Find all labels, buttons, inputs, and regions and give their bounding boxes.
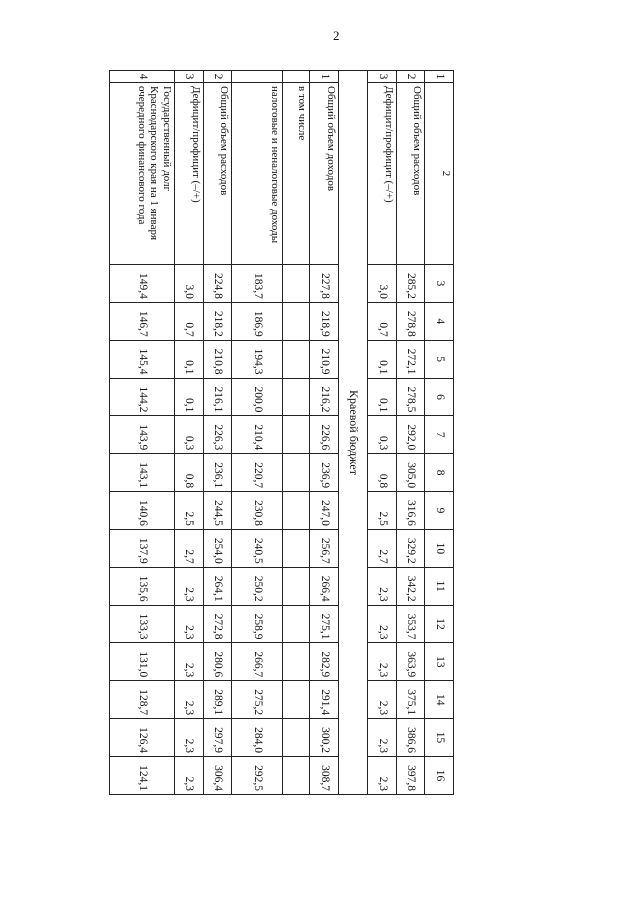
- value-cell: [283, 605, 310, 643]
- value-cell: 124,1: [110, 756, 175, 794]
- row-label: Общий объем расходов: [397, 83, 426, 265]
- value-cell: [283, 567, 310, 605]
- value-cell: 0,1: [175, 378, 204, 416]
- value-cell: 2,7: [175, 529, 204, 567]
- row-label: Дефицит/профицит (–/+): [175, 83, 204, 265]
- value-cell: 2,3: [368, 681, 397, 719]
- value-cell: 236,1: [203, 454, 232, 492]
- value-cell: 2,3: [368, 643, 397, 681]
- value-cell: 306,4: [203, 756, 232, 794]
- value-cell: 266,7: [232, 643, 283, 681]
- value-cell: 146,7: [110, 302, 175, 340]
- value-cell: 194,3: [232, 340, 283, 378]
- value-cell: 143,9: [110, 416, 175, 454]
- value-cell: 240,5: [232, 529, 283, 567]
- value-cell: 247,0: [310, 492, 339, 530]
- row-label: налоговые и неналоговые доходы: [232, 83, 283, 265]
- row-number: 4: [110, 71, 175, 83]
- value-cell: 289,1: [203, 681, 232, 719]
- value-cell: 230,8: [232, 492, 283, 530]
- value-cell: 131,0: [110, 643, 175, 681]
- value-cell: 297,9: [203, 719, 232, 757]
- value-cell: [283, 719, 310, 757]
- header-cell: 12: [425, 605, 454, 643]
- value-cell: 397,8: [397, 756, 426, 794]
- value-cell: 2,3: [175, 643, 204, 681]
- header-cell: 10: [425, 529, 454, 567]
- value-cell: 0,3: [175, 416, 204, 454]
- value-cell: 2,3: [175, 719, 204, 757]
- header-cell: 1: [425, 71, 454, 83]
- value-cell: 291,4: [310, 681, 339, 719]
- value-cell: 0,7: [175, 302, 204, 340]
- value-cell: 210,8: [203, 340, 232, 378]
- value-cell: 282,9: [310, 643, 339, 681]
- value-cell: 126,4: [110, 719, 175, 757]
- row-number: 2: [203, 71, 232, 83]
- value-cell: 0,1: [368, 378, 397, 416]
- value-cell: 2,3: [368, 567, 397, 605]
- value-cell: 218,2: [203, 302, 232, 340]
- value-cell: 210,9: [310, 340, 339, 378]
- value-cell: 143,1: [110, 454, 175, 492]
- value-cell: [283, 265, 310, 303]
- row-number: 2: [397, 71, 426, 83]
- rotated-table-container: [109, 70, 454, 795]
- value-cell: 386,6: [397, 719, 426, 757]
- table-row: [232, 71, 283, 795]
- header-cell: 8: [425, 454, 454, 492]
- value-cell: 226,6: [310, 416, 339, 454]
- value-cell: 135,6: [110, 567, 175, 605]
- header-row: [425, 71, 454, 795]
- row-number: [283, 71, 310, 83]
- value-cell: 0,8: [368, 454, 397, 492]
- value-cell: 2,3: [175, 756, 204, 794]
- value-cell: 244,5: [203, 492, 232, 530]
- value-cell: 305,0: [397, 454, 426, 492]
- value-cell: 285,2: [397, 265, 426, 303]
- value-cell: 137,9: [110, 529, 175, 567]
- value-cell: 227,8: [310, 265, 339, 303]
- row-number: [232, 71, 283, 83]
- value-cell: 275,1: [310, 605, 339, 643]
- table-row: [310, 71, 339, 795]
- value-cell: 278,8: [397, 302, 426, 340]
- value-cell: 250,2: [232, 567, 283, 605]
- header-cell: 14: [425, 681, 454, 719]
- value-cell: 2,3: [175, 681, 204, 719]
- value-cell: 256,7: [310, 529, 339, 567]
- value-cell: 2,5: [175, 492, 204, 530]
- section-title: Краевой бюджет: [338, 71, 368, 795]
- value-cell: 254,0: [203, 529, 232, 567]
- value-cell: 224,8: [203, 265, 232, 303]
- value-cell: 149,4: [110, 265, 175, 303]
- value-cell: [283, 378, 310, 416]
- value-cell: 2,3: [368, 719, 397, 757]
- value-cell: 342,2: [397, 567, 426, 605]
- value-cell: [283, 340, 310, 378]
- header-cell: 5: [425, 340, 454, 378]
- value-cell: 353,7: [397, 605, 426, 643]
- row-label: Общий объем расходов: [203, 83, 232, 265]
- budget-table: [109, 70, 454, 795]
- value-cell: 264,1: [203, 567, 232, 605]
- header-cell: 6: [425, 378, 454, 416]
- table-row: [368, 71, 397, 795]
- value-cell: 3,0: [368, 265, 397, 303]
- header-cell: 11: [425, 567, 454, 605]
- row-label: Дефицит/профицит (–/+): [368, 83, 397, 265]
- value-cell: 2,7: [368, 529, 397, 567]
- value-cell: 226,3: [203, 416, 232, 454]
- page-number: 2: [333, 28, 340, 43]
- value-cell: 2,3: [175, 605, 204, 643]
- value-cell: [283, 529, 310, 567]
- value-cell: 183,7: [232, 265, 283, 303]
- row-label: в том числе: [283, 83, 310, 265]
- value-cell: 133,3: [110, 605, 175, 643]
- value-cell: 200,0: [232, 378, 283, 416]
- value-cell: 128,7: [110, 681, 175, 719]
- value-cell: 186,9: [232, 302, 283, 340]
- value-cell: 0,1: [175, 340, 204, 378]
- header-cell: 7: [425, 416, 454, 454]
- value-cell: 363,9: [397, 643, 426, 681]
- table-row: [283, 71, 310, 795]
- value-cell: 140,6: [110, 492, 175, 530]
- value-cell: 308,7: [310, 756, 339, 794]
- value-cell: 316,6: [397, 492, 426, 530]
- section-row: [338, 71, 368, 795]
- row-label: Общий объем доходов: [310, 83, 339, 265]
- value-cell: 0,7: [368, 302, 397, 340]
- header-cell: 9: [425, 492, 454, 530]
- value-cell: 278,5: [397, 378, 426, 416]
- header-cell: 16: [425, 756, 454, 794]
- value-cell: [283, 492, 310, 530]
- value-cell: 145,4: [110, 340, 175, 378]
- row-number: 3: [368, 71, 397, 83]
- table-row: [110, 71, 175, 795]
- value-cell: 220,7: [232, 454, 283, 492]
- value-cell: [283, 454, 310, 492]
- row-number: 1: [310, 71, 339, 83]
- row-number: 3: [175, 71, 204, 83]
- value-cell: 3,0: [175, 265, 204, 303]
- value-cell: 272,1: [397, 340, 426, 378]
- value-cell: 218,9: [310, 302, 339, 340]
- header-cell: 2: [425, 83, 454, 265]
- header-cell: 13: [425, 643, 454, 681]
- value-cell: [283, 416, 310, 454]
- value-cell: 0,8: [175, 454, 204, 492]
- value-cell: 0,3: [368, 416, 397, 454]
- value-cell: 210,4: [232, 416, 283, 454]
- value-cell: 144,2: [110, 378, 175, 416]
- value-cell: 0,1: [368, 340, 397, 378]
- value-cell: 292,0: [397, 416, 426, 454]
- row-label: Государственный долг Краснодарского края на 1 января очередного финансового года: [110, 83, 175, 265]
- value-cell: [283, 681, 310, 719]
- value-cell: 2,3: [368, 756, 397, 794]
- value-cell: 375,1: [397, 681, 426, 719]
- value-cell: 292,5: [232, 756, 283, 794]
- value-cell: 236,9: [310, 454, 339, 492]
- value-cell: 216,2: [310, 378, 339, 416]
- value-cell: 329,2: [397, 529, 426, 567]
- table-row: [397, 71, 426, 795]
- value-cell: [283, 643, 310, 681]
- value-cell: 2,3: [368, 605, 397, 643]
- header-cell: 3: [425, 265, 454, 303]
- value-cell: 258,9: [232, 605, 283, 643]
- value-cell: 284,0: [232, 719, 283, 757]
- value-cell: 266,4: [310, 567, 339, 605]
- value-cell: [283, 302, 310, 340]
- value-cell: 2,3: [175, 567, 204, 605]
- value-cell: 216,1: [203, 378, 232, 416]
- value-cell: 2,5: [368, 492, 397, 530]
- value-cell: 272,8: [203, 605, 232, 643]
- value-cell: [283, 756, 310, 794]
- value-cell: 300,2: [310, 719, 339, 757]
- value-cell: 275,2: [232, 681, 283, 719]
- table-row: [175, 71, 204, 795]
- value-cell: 280,6: [203, 643, 232, 681]
- header-cell: 15: [425, 719, 454, 757]
- header-cell: 4: [425, 302, 454, 340]
- table-row: [203, 71, 232, 795]
